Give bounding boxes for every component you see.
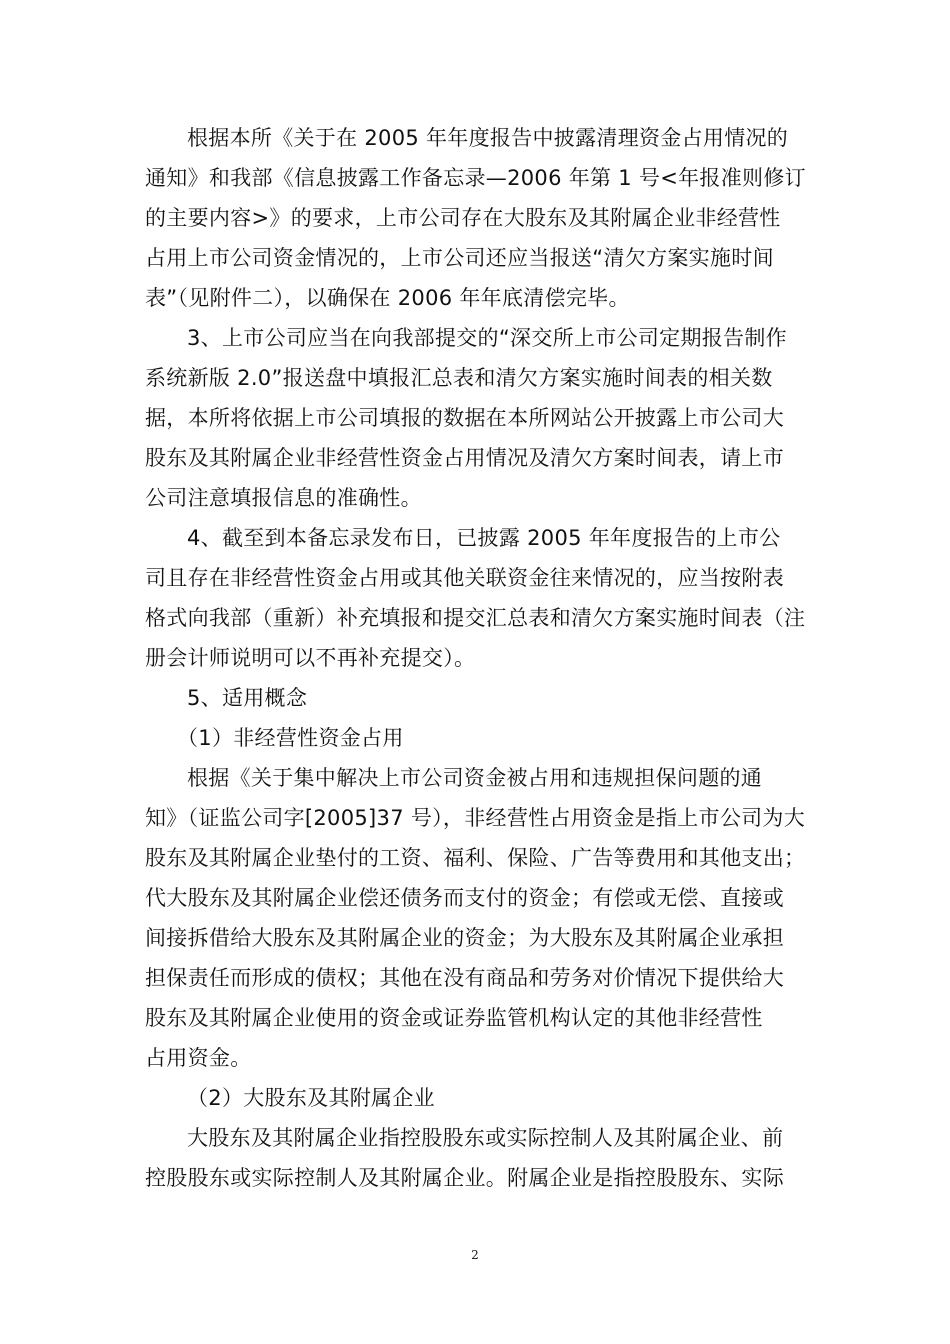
paragraph-line: 通知》和我部《信息披露工作备忘录—2006 年第 1 号<年报准则修订 xyxy=(145,166,806,190)
paragraph-line: 格式向我部（重新）补充填报和提交汇总表和清欠方案实施时间表（注 xyxy=(145,606,806,630)
paragraph-line: 知》（证监公司字[2005]37 号），非经营性占用资金是指上市公司为大 xyxy=(145,806,806,830)
paragraph-line: 的主要内容>》的要求，上市公司存在大股东及其附属企业非经营性 xyxy=(145,206,781,230)
paragraph-line: 册会计师说明可以不再补充提交）。 xyxy=(145,646,476,670)
paragraph-line: 担保责任而形成的债权；其他在没有商品和劳务对价情况下提供给大 xyxy=(145,966,784,990)
paragraph-line: 4、截至到本备忘录发布日，已披露 2005 年年度报告的上市公 xyxy=(187,526,781,550)
paragraph-line: 司且存在非经营性资金占用或其他关联资金往来情况的，应当按附表 xyxy=(145,566,784,590)
document-body xyxy=(145,118,810,1198)
paragraph-line: 3、上市公司应当在向我部提交的“深交所上市公司定期报告制作 xyxy=(187,326,787,350)
paragraph-line: 系统新版 2.0”报送盘中填报汇总表和清欠方案实施时间表的相关数 xyxy=(145,366,773,390)
paragraph-line: 占用资金。 xyxy=(145,1046,252,1070)
paragraph-line: 根据《关于集中解决上市公司资金被占用和违规担保问题的通 xyxy=(187,766,763,790)
paragraph-line: 根据本所《关于在 2005 年年度报告中披露清理资金占用情况的 xyxy=(187,126,789,150)
paragraph-line: 表”（见附件二），以确保在 2006 年年底清偿完毕。 xyxy=(145,286,630,310)
section-heading: 5、适用概念 xyxy=(187,686,308,710)
paragraph-line: 间接拆借给大股东及其附属企业的资金；为大股东及其附属企业承担 xyxy=(145,926,784,950)
subsection-heading: （1）非经营性资金占用 xyxy=(177,726,404,750)
paragraph-line: 股东及其附属企业非经营性资金占用情况及清欠方案时间表，请上市 xyxy=(145,446,784,470)
paragraph-line: 股东及其附属企业垫付的工资、福利、保险、广告等费用和其他支出； xyxy=(145,846,806,870)
paragraph-line: 大股东及其附属企业指控股股东或实际控制人及其附属企业、前 xyxy=(187,1126,784,1150)
paragraph-line: 公司注意填报信息的准确性。 xyxy=(145,486,422,510)
subsection-heading: （2）大股东及其附属企业 xyxy=(187,1086,435,1110)
paragraph-line: 据，本所将依据上市公司填报的数据在本所网站公开披露上市公司大 xyxy=(145,406,784,430)
paragraph-line: 代大股东及其附属企业偿还债务而支付的资金；有偿或无偿、直接或 xyxy=(145,886,784,910)
paragraph-line: 控股股东或实际控制人及其附属企业。附属企业是指控股股东、实际 xyxy=(145,1166,784,1190)
paragraph-line: 占用上市公司资金情况的，上市公司还应当报送“清欠方案实施时间 xyxy=(145,246,774,270)
page-number: 2 xyxy=(471,1248,479,1262)
paragraph-line: 股东及其附属企业使用的资金或证券监管机构认定的其他非经营性 xyxy=(145,1006,763,1030)
